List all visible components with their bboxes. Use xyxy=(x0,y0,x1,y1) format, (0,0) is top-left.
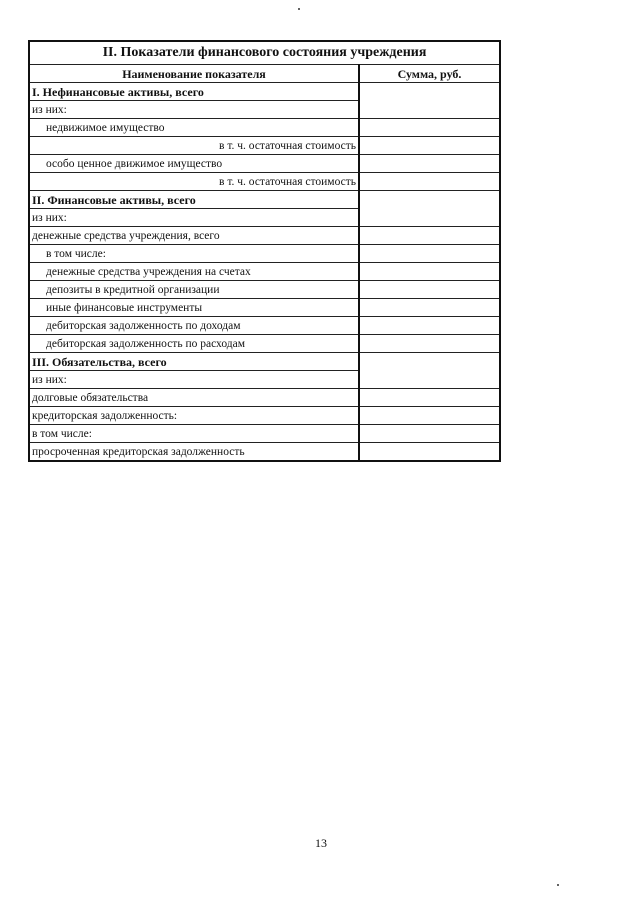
table-row xyxy=(29,443,500,462)
value-cell[interactable] xyxy=(359,353,500,389)
row-label: дебиторская задолженность по доходам xyxy=(29,317,359,335)
financial-status-table xyxy=(28,40,501,462)
scan-speck xyxy=(557,884,559,886)
value-cell[interactable] xyxy=(359,155,500,173)
table-row xyxy=(29,335,500,353)
row-label: недвижимое имущество xyxy=(29,119,359,137)
column-header-name: Наименование показателя xyxy=(29,65,359,83)
table-row xyxy=(29,191,500,209)
table-row xyxy=(29,389,500,407)
value-cell[interactable] xyxy=(359,263,500,281)
value-cell[interactable] xyxy=(359,425,500,443)
table-row xyxy=(29,119,500,137)
row-label: особо ценное движимое имущество xyxy=(29,155,359,173)
row-label: III. Обязательства, всего xyxy=(29,353,359,371)
table-title-row xyxy=(29,41,500,65)
row-label: в том числе: xyxy=(29,245,359,263)
table-row xyxy=(29,227,500,245)
table-row xyxy=(29,299,500,317)
value-cell[interactable] xyxy=(359,407,500,425)
row-label: иные финансовые инструменты xyxy=(29,299,359,317)
table-row xyxy=(29,425,500,443)
row-label: из них: xyxy=(29,101,359,119)
row-label: из них: xyxy=(29,209,359,227)
value-cell[interactable] xyxy=(359,281,500,299)
table-row xyxy=(29,83,500,101)
row-label: дебиторская задолженность по расходам xyxy=(29,335,359,353)
value-cell[interactable] xyxy=(359,299,500,317)
table-row xyxy=(29,137,500,155)
row-label: денежные средства учреждения, всего xyxy=(29,227,359,245)
table-title: II. Показатели финансового состояния учреждения xyxy=(29,41,500,65)
table-row xyxy=(29,281,500,299)
row-label: кредиторская задолженность: xyxy=(29,407,359,425)
row-label: I. Нефинансовые активы, всего xyxy=(29,83,359,101)
value-cell[interactable] xyxy=(359,335,500,353)
value-cell[interactable] xyxy=(359,245,500,263)
value-cell[interactable] xyxy=(359,119,500,137)
table-row xyxy=(29,317,500,335)
value-cell[interactable] xyxy=(359,443,500,462)
column-header-sum: Сумма, руб. xyxy=(359,65,500,83)
row-label: долговые обязательства xyxy=(29,389,359,407)
table-row xyxy=(29,245,500,263)
row-label: в том числе: xyxy=(29,425,359,443)
value-cell[interactable] xyxy=(359,137,500,155)
row-label: депозиты в кредитной организации xyxy=(29,281,359,299)
value-cell[interactable] xyxy=(359,317,500,335)
row-label: денежные средства учреждения на счетах xyxy=(29,263,359,281)
row-label: просроченная кредиторская задолженность xyxy=(29,443,359,462)
value-cell[interactable] xyxy=(359,173,500,191)
scan-speck xyxy=(298,8,300,10)
row-label: из них: xyxy=(29,371,359,389)
value-cell[interactable] xyxy=(359,191,500,227)
table-row xyxy=(29,173,500,191)
table-header-row xyxy=(29,65,500,83)
table-row xyxy=(29,353,500,371)
value-cell[interactable] xyxy=(359,83,500,119)
value-cell[interactable] xyxy=(359,227,500,245)
table-row xyxy=(29,407,500,425)
row-label: в т. ч. остаточная стоимость xyxy=(29,137,359,155)
row-label: в т. ч. остаточная стоимость xyxy=(29,173,359,191)
row-label: II. Финансовые активы, всего xyxy=(29,191,359,209)
value-cell[interactable] xyxy=(359,389,500,407)
table-row xyxy=(29,155,500,173)
table-row xyxy=(29,263,500,281)
page-number: 13 xyxy=(315,836,327,850)
